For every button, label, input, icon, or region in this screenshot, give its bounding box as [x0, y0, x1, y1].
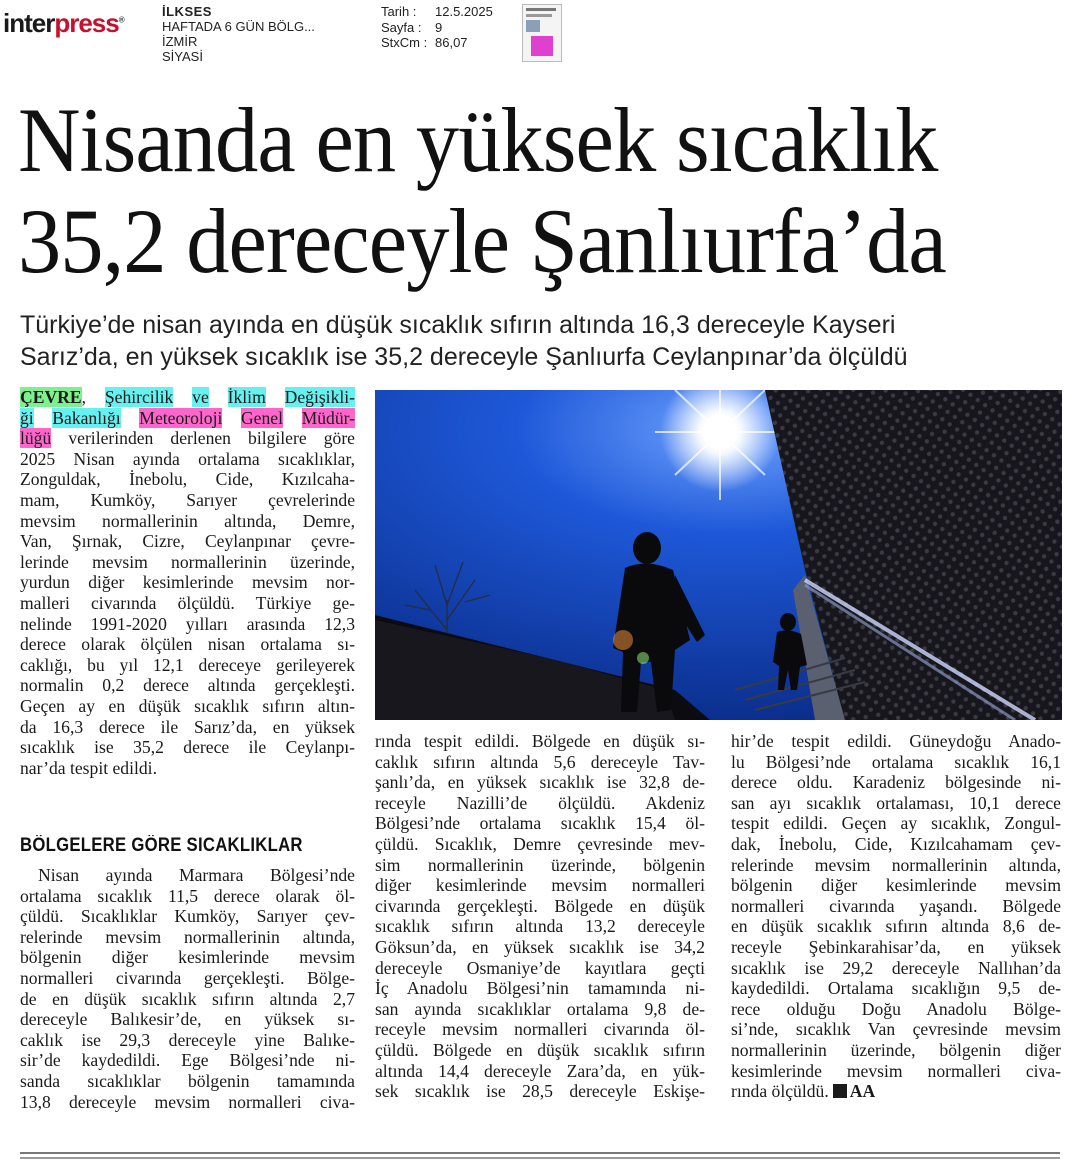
- text-line: ortalama sıcaklık 11,5 derece olarak öl-: [20, 885, 355, 906]
- text-line: normalin 0,2 derece altında gerçekleşti.: [20, 675, 355, 696]
- body-column-2: [375, 731, 705, 1102]
- text-line: kaydedildi. Ortalama sıcaklığın 9,5 de-: [731, 978, 1061, 999]
- text-line: rece olduğu Doğu Anadolu Bölge-: [731, 998, 1061, 1019]
- text-line: en düşük sıcaklık sıfırın altında 8,6 de-: [731, 916, 1061, 937]
- text-segment: [222, 408, 241, 428]
- text-line: çüldü. Bölgede en düşük sıcaklık sıfırın: [375, 1039, 705, 1060]
- highlighted-term: Şehircilik: [104, 387, 174, 407]
- text-line: Zonguldak, İnebolu, Cide, Kızılcaha-: [20, 469, 355, 490]
- deck-line: Türkiye’de nisan ayında en düşük sıcaklık sıfırın altında 16,3 dereceyle Kayseri: [20, 311, 896, 339]
- text-line: bölgenin diğer kesimlerinde mevsim: [20, 947, 355, 968]
- text-line: yurdun diğer kesimlerinde mevsim nor-: [20, 572, 355, 593]
- text-line: sıcaklık ise 35,2 derece ile Ceylanpı-: [20, 737, 355, 758]
- highlighted-term: lüğü: [20, 428, 52, 449]
- text-line: hir’de tespit edildi. Güneydoğu Anado-: [731, 731, 1061, 751]
- text-segment: ,: [81, 387, 105, 407]
- text-line: Göksun’da, en yüksek sıcaklık ise 34,2: [375, 936, 705, 957]
- subheading: BÖLGELERE GÖRE SICAKLIKLAR: [20, 835, 303, 856]
- clipping-date: 12.5.2025: [435, 4, 493, 19]
- text-line: kesimlerinde mevsim normalleri civa-: [731, 1060, 1061, 1081]
- text-line: da 16,3 derece ile Sarız’da, en yüksek: [20, 716, 355, 737]
- text-line: İç Anadolu Bölgesi’nin tamamında ni-: [375, 978, 705, 999]
- clipping-meta: Tarih : 12.5.2025 Sayfa : 9 StxCm : 86,07: [381, 4, 493, 50]
- text-line: derece oldu. Karadeniz bölgesinde ni-: [731, 772, 1061, 793]
- footer-rule: [20, 1152, 1060, 1154]
- text-line: sim normallerinin üzerinde, bölgenin: [375, 854, 705, 875]
- page-thumbnail[interactable]: [522, 4, 562, 62]
- text-segment: [209, 387, 228, 407]
- text-line: şanlı’da, en yüksek sıcaklık ise 32,8 de-: [375, 772, 705, 793]
- text-line: çüldü. Sıcaklıklar Kumköy, Sarıyer çev-: [20, 906, 355, 927]
- text-line: 13,8 dereceyle mevsim normalleri civa-: [20, 1091, 355, 1112]
- publication-category: SİYASİ: [162, 49, 203, 64]
- text-line: mevsim normallerinin altında, Demre,: [20, 510, 355, 531]
- text-line: caklık sıfırın altında 5,6 dereceyle Tav-: [375, 751, 705, 772]
- text-line: [20, 408, 355, 429]
- body-column-1-continued: [20, 865, 355, 1112]
- publication-name: İLKSES: [162, 4, 212, 19]
- headline: [18, 90, 1014, 292]
- text-line: sir’de kaydedildi. Ege Bölgesi’nde ni-: [20, 1050, 355, 1071]
- clipping-header: [0, 0, 1083, 66]
- highlighted-term: Bakanlığı: [52, 407, 121, 428]
- text-line: relerinde mevsim normallerinin altında,: [731, 854, 1061, 875]
- body-column-1: [20, 387, 355, 778]
- text-line: [20, 428, 355, 449]
- text-line: civarında gerçekleşti. Bölgede en düşük: [375, 895, 705, 916]
- deck-line: Sarız’da, en yüksek sıcaklık ise 35,2 dereceyle Şanlıurfa Ceylanpınar’da ölçüldü: [20, 343, 908, 371]
- text-segment: verilerinden derlenen bilgilere göre: [51, 428, 355, 449]
- text-line: lerinde mevsim normallerinin üzerinde,: [20, 551, 355, 572]
- text-line: diğer kesimlerinde mevsim normalleri: [375, 875, 705, 896]
- text-line: caklığı, bu yıl 12,1 dereceye gerileyerek: [20, 654, 355, 675]
- photo-illustration: [375, 390, 1062, 720]
- highlighted-term: İklim: [227, 387, 266, 407]
- text-line: nelinde 1991-2020 yılları arasında 12,3: [20, 613, 355, 634]
- end-square-icon: [833, 1084, 847, 1098]
- text-line: relerinde mevsim normallerinin altında,: [20, 926, 355, 947]
- text-segment: [121, 408, 140, 428]
- highlighted-term: ve: [192, 387, 209, 407]
- text-line: Nisan ayında Marmara Bölgesi’nde: [38, 865, 355, 885]
- highlighted-term: Değişikli-: [284, 387, 356, 407]
- interpress-logo: interpress®: [3, 8, 124, 38]
- highlighted-term: ği: [20, 407, 34, 428]
- text-line: sıcaklık ise 29,2 dereceyle Nallıhan’da: [731, 957, 1061, 978]
- text-line: lu Bölgesi’nde ortalama sıcaklık 16,1: [731, 751, 1061, 772]
- text-line: nar’da tespit edildi.: [20, 757, 157, 778]
- text-line: Bölgesi’nde ortalama sıcaklık 15,4 öl-: [375, 813, 705, 834]
- text-segment: [266, 387, 285, 407]
- text-line: dereceyle Balıkesir’de, en yüksek sı-: [20, 1009, 355, 1030]
- headline-line: 35,2 dereceyle Şanlıurfa’da: [18, 190, 946, 292]
- text-line: caklık ise 29,3 dereceyle yine Balıke-: [20, 1029, 355, 1050]
- headline-line: Nisanda en yüksek sıcaklık: [18, 89, 938, 191]
- body-column-3: [731, 731, 1061, 1102]
- text-line: Van, Şırnak, Cizre, Ceylanpınar çevre-: [20, 531, 355, 552]
- text-line: receyle Şebinkarahisar’da, en yüksek: [731, 936, 1061, 957]
- text-line: 2025 Nisan ayında ortalama sıcaklıklar,: [20, 448, 355, 469]
- text-line: mam, Kumköy, Sarıyer çevrelerinde: [20, 489, 355, 510]
- text-line: san ayında sıcaklıklar ortalama 9,8 de-: [375, 998, 705, 1019]
- text-line: malleri civarında ölçüldü. Türkiye ge-: [20, 592, 355, 613]
- text-line: receyle Nazilli’de ölçüldü. Akdeniz: [375, 792, 705, 813]
- agency-credit: AA: [849, 1081, 876, 1102]
- text-line: dereceyle Osmaniye’de kayıtlara geçti: [375, 957, 705, 978]
- text-line: san ayı sıcaklık ortalaması, 10,1 derece: [731, 792, 1061, 813]
- text-line: derece olarak ölçülen nisan ortalama sı-: [20, 634, 355, 655]
- text-line: dak, İnebolu, Cide, Kızılcahamam çev-: [731, 833, 1061, 854]
- text-line: si’nde, sıcaklık Van çevresinde mevsim: [731, 1019, 1061, 1040]
- highlighted-term: Müdür-: [301, 407, 355, 428]
- text-line: altında 14,4 dereceyle Zara’da, en yük-: [375, 1060, 705, 1081]
- text-segment: [173, 387, 192, 407]
- footer-rule: [20, 1157, 1060, 1159]
- highlighted-term: Genel: [240, 407, 283, 428]
- publication-info: [162, 4, 315, 64]
- highlighted-term: ÇEVRE: [20, 387, 82, 407]
- text-line: rında tespit edildi. Bölgede en düşük sı-: [375, 731, 705, 751]
- text-segment: [283, 408, 302, 428]
- text-line: sanda sıcaklıklar bölgenin tamamında: [20, 1070, 355, 1091]
- text-line: de en düşük sıcaklık sıfırın altında 2,7: [20, 988, 355, 1009]
- publication-frequency: HAFTADA 6 GÜN BÖLG...: [162, 19, 315, 34]
- text-line: [20, 387, 355, 408]
- clipping-size: 86,07: [435, 35, 468, 50]
- deck: [20, 309, 1080, 373]
- text-line: normallerinin üzerinde, bölgenin diğer: [731, 1039, 1061, 1060]
- text-line: normalleri civarında gerçekleşti. Bölge-: [20, 967, 355, 988]
- text-line: bölgenin diğer kesimlerinde mevsim: [731, 875, 1061, 896]
- text-line: receyle mevsim normalleri civarında öl-: [375, 1019, 705, 1040]
- highlighted-term: Meteoroloji: [139, 407, 223, 428]
- text-line: sek sıcaklık ise 28,5 dereceyle Eskişe-: [375, 1081, 705, 1102]
- text-line: sıcaklık sıfırın altında 13,2 dereceyle: [375, 916, 705, 937]
- text-line: çüldü. Sıcaklık, Demre çevresinde mev-: [375, 833, 705, 854]
- text-segment: [34, 408, 53, 428]
- article-photo: [375, 390, 1062, 720]
- publication-city: İZMİR: [162, 34, 198, 49]
- text-line: normalleri civarında yaşandı. Bölgede: [731, 895, 1061, 916]
- text-line: [731, 1081, 1061, 1102]
- text-line: Geçen ay en düşük sıcaklık sıfırın altın-: [20, 695, 355, 716]
- clipping-page: 9: [435, 19, 443, 35]
- text-segment: rında ölçüldü.: [731, 1081, 829, 1102]
- text-line: tespit edildi. Geçen ay sıcaklık, Zongul-: [731, 813, 1061, 834]
